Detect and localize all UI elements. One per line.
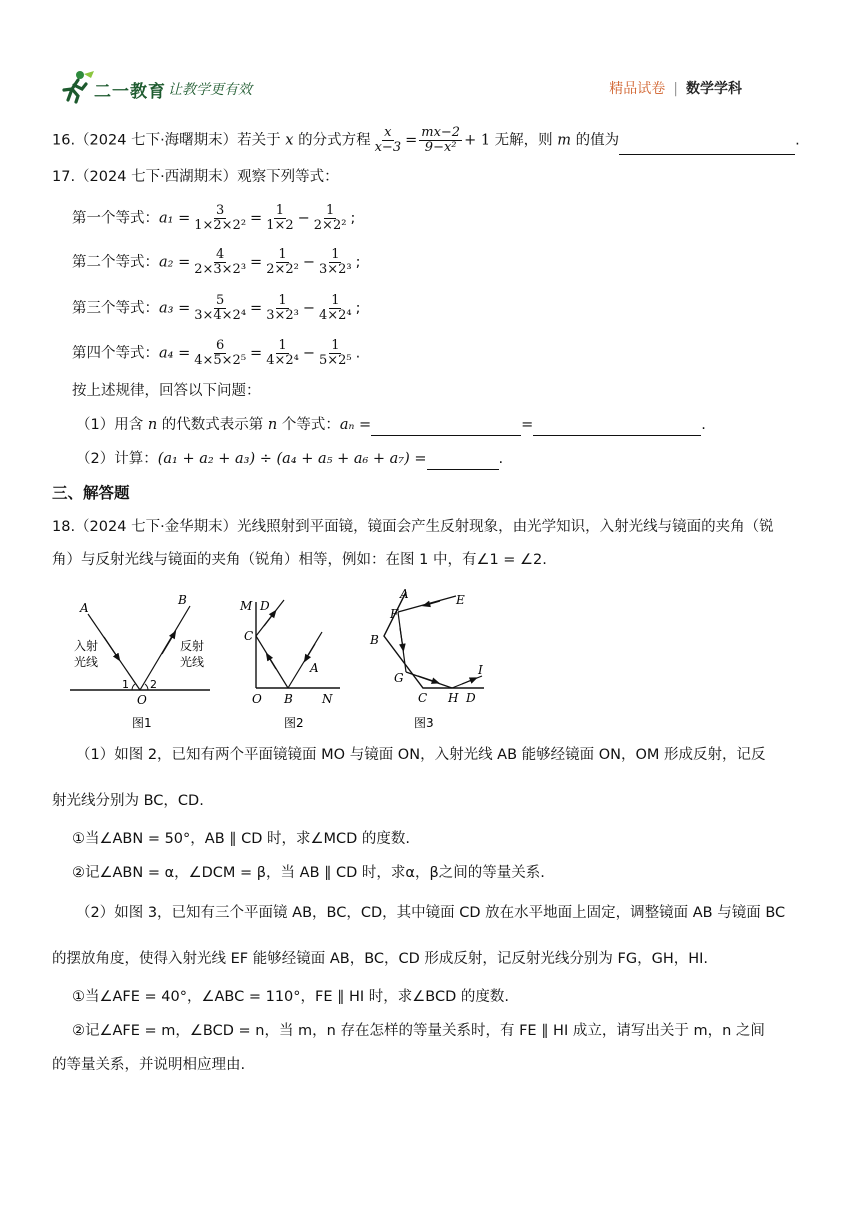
eq-sign: = [250, 254, 263, 271]
q17-eq-4 [72, 339, 808, 368]
q17-p1-blank-2[interactable] [533, 419, 701, 436]
eq-frac [317, 339, 354, 368]
label-A: A [310, 661, 319, 675]
q16-prefix: 16.（2024 七下·海曙期末）若关于 [52, 132, 281, 149]
label-A: A [80, 601, 89, 615]
label-G: G [394, 671, 404, 685]
eq-frac [192, 294, 248, 323]
q17-eq-1 [72, 204, 808, 233]
eq-end: ; [355, 300, 361, 317]
eq-den: 3×2³ [319, 262, 352, 277]
eq-lhs: a₁ = [159, 210, 191, 227]
q17-p2-expr: (a₁ + a₂ + a₃) ÷ (a₄ + a₅ + a₆ + a₇) = [157, 451, 427, 467]
eq-num: 1 [331, 247, 340, 262]
label-B: B [284, 692, 293, 706]
eq-den: 2×2² [266, 262, 299, 277]
figure-2 [239, 599, 340, 730]
q18-p1-line-1: （1）如图 2，已知有两个平面镜镜面 MO 与镜面 ON，入射光线 AB 能够经镜面 ON，OM 形成反射，记反 [76, 747, 766, 763]
eq-num: 4 [215, 247, 225, 262]
reflected-arrow [162, 634, 174, 654]
q17-p1-mid: 的代数式表示第 [161, 417, 264, 433]
q17-p2-text: （2）计算： [76, 451, 158, 467]
q16-end: 的值为 [575, 132, 620, 149]
eq-frac [192, 248, 248, 277]
q17-eq-3 [72, 294, 808, 323]
q16-var-x: x [285, 132, 294, 149]
brand-slogan: 让教学更有效 [168, 82, 252, 98]
q18-p1-a: ①当∠ABN = 50°，AB ∥ CD 时，求∠MCD 的度数. [72, 831, 411, 847]
eq-frac [264, 248, 301, 277]
eq-num: 1 [278, 293, 287, 308]
label-O: O [137, 693, 147, 707]
label-O: O [252, 692, 262, 706]
eq-den: 3×2³ [266, 308, 299, 323]
ray-AB [288, 632, 322, 688]
q17-title: 17.（2024 七下·西湖期末）观察下列等式： [52, 169, 339, 185]
label-A: A [400, 588, 409, 601]
section-3-title: 三、解答题 [52, 484, 130, 502]
eq-end: ; [355, 254, 361, 271]
eq-sign: = [250, 300, 263, 317]
arrow-HI [462, 679, 474, 684]
q18-p2-line-1: （2）如图 3，已知有三个平面镜 AB，BC，CD，其中镜面 CD 放在水平地面上固定，调整镜面 AB 与镜面 BC [76, 905, 786, 921]
eq-den: 2×3×2³ [194, 262, 247, 277]
q18-p2-line-2: 的摆放角度，使得入射光线 EF 能够经镜面 AB，BC，CD 形成反射，记反射光线分别为 FG，GH，HI. [52, 951, 709, 967]
angle-2-arc [145, 684, 148, 690]
eq-frac [264, 294, 301, 323]
q17-p1-n: n [147, 417, 158, 433]
question-16 [52, 126, 808, 155]
q17-rule: 按上述规律，回答以下问题： [72, 383, 261, 399]
label-C: C [244, 629, 254, 643]
eq-den: 4×5×2⁵ [194, 353, 247, 368]
eq-num: 1 [331, 338, 340, 353]
eq-sign: = [250, 210, 263, 227]
eq-lhs: a₄ = [159, 345, 191, 362]
eq-frac [192, 204, 248, 233]
eq-label: 第二个等式： [72, 254, 159, 271]
eq-frac [317, 248, 354, 277]
eq-den: 5×2⁵ [319, 353, 352, 368]
label-incident-2: 光线 [74, 655, 99, 669]
q17-p2-end: . [498, 451, 504, 467]
eq-num: 5 [215, 293, 225, 308]
q16-frac2-num: mx−2 [421, 125, 461, 140]
eq-frac [312, 204, 349, 233]
label-I: I [478, 663, 483, 677]
label-E: E [456, 593, 465, 607]
label-angle-2: 2 [150, 678, 157, 691]
q16-fraction-1 [373, 126, 404, 155]
q17-p1-mid2: 个等式： [281, 417, 340, 433]
q17-p1-end: . [701, 417, 706, 433]
label-D: D [260, 599, 270, 613]
eq-end: . [355, 345, 361, 362]
eq-minus: − [302, 345, 315, 362]
arrow-BC [268, 656, 276, 669]
eq-den: 1×2 [266, 218, 294, 233]
q17-p2-blank[interactable] [427, 453, 499, 470]
eq-frac [317, 294, 354, 323]
header-logo [56, 70, 266, 104]
label-C: C [418, 691, 428, 705]
q18-p2-b-2: 的等量关系，并说明相应理由. [52, 1057, 246, 1073]
label-B: B [370, 633, 379, 647]
q18-p1-b: ②记∠ABN = α，∠DCM = β，当 AB ∥ CD 时，求α，β之间的等量关系. [72, 865, 545, 881]
q16-answer-blank[interactable] [619, 138, 795, 155]
eq-minus: − [297, 210, 310, 227]
q17-p1-n2: n [267, 417, 278, 433]
label-N: N [322, 692, 333, 706]
eq-num: 1 [275, 203, 285, 218]
eq-frac [264, 339, 301, 368]
q16-tail: + 1 无解，则 [464, 132, 553, 149]
eq-den: 1×2×2² [194, 218, 247, 233]
fig3-caption: 图3 [414, 716, 434, 730]
label-B: B [178, 593, 187, 607]
quality-label: 精品试卷 [609, 81, 666, 97]
q17-part-1 [76, 414, 808, 436]
figure-3 [369, 588, 484, 730]
eq-num: 1 [278, 338, 287, 353]
label-F: F [390, 607, 399, 621]
q16-var-m: m [557, 132, 572, 149]
header-divider: | [673, 81, 678, 97]
label-incident-1: 入射 [74, 639, 99, 653]
eq-den: 3×4×2⁴ [194, 308, 247, 323]
q17-part-2 [76, 448, 808, 470]
eq-num: 1 [278, 247, 287, 262]
q16-frac1-num: x [384, 125, 392, 140]
eq-minus: − [302, 254, 315, 271]
eq-den: 4×2⁴ [266, 353, 299, 368]
q18-intro-2: 角）与反射光线与镜面的夹角（锐角）相等，例如：在图 1 中，有∠1 = ∠2. [52, 552, 547, 568]
q17-p1-text: （1）用含 [76, 417, 144, 433]
arrow-FG [400, 628, 403, 648]
eq-num: 1 [325, 203, 335, 218]
q16-fraction-2 [419, 126, 462, 155]
label-M: M [240, 599, 253, 613]
eq-minus: − [302, 300, 315, 317]
q16-mid: 的分式方程 [298, 132, 371, 149]
header-right [609, 78, 742, 98]
figure-1 [70, 593, 210, 730]
q18-p2-a: ①当∠AFE = 40°，∠ABC = 110°，FE ∥ HI 时，求∠BCD 的度数. [72, 989, 509, 1005]
eq-label: 第三个等式： [72, 300, 159, 317]
label-angle-1: 1 [122, 678, 129, 691]
incident-arrow [104, 637, 118, 658]
eq-num: 3 [215, 203, 225, 218]
eq-den: 2×2² [313, 218, 347, 233]
angle-1-arc [132, 684, 135, 690]
label-H: H [448, 691, 459, 705]
q16-frac2-den: 9−x² [424, 140, 457, 155]
eq-sign: = [250, 345, 263, 362]
q16-eq: = [405, 132, 418, 149]
arrow-AB [306, 644, 315, 659]
figures [60, 588, 500, 738]
label-reflected-2: 光线 [180, 655, 205, 669]
q17-p1-eq: = [521, 417, 534, 433]
q18-p1-line-2: 射光线分别为 BC，CD. [52, 793, 204, 809]
eq-num: 6 [215, 338, 225, 353]
q17-p1-an: aₙ = [339, 417, 372, 433]
eq-den: 4×2⁴ [319, 308, 352, 323]
eq-label: 第四个等式： [72, 345, 159, 362]
eq-frac [264, 204, 295, 233]
arrow-EF [426, 601, 440, 605]
eq-num: 1 [331, 293, 340, 308]
q17-eq-2 [72, 248, 808, 277]
eq-lhs: a₂ = [159, 254, 191, 271]
q16-frac1-den: x−3 [374, 140, 402, 155]
q18-intro-1: 18.（2024 七下·金华期末）光线照射到平面镜，镜面会产生反射现象，由光学知识，入射光线与镜面的夹角（锐 [52, 519, 774, 535]
runner-logo-icon [56, 70, 96, 104]
arrow-GH [418, 676, 436, 682]
brand-name: 二一教育 [94, 82, 166, 102]
label-reflected-1: 反射 [180, 639, 205, 653]
eq-lhs: a₃ = [159, 300, 191, 317]
q18-p2-b-1: ②记∠AFE = m，∠BCD = n，当 m，n 存在怎样的等量关系时，有 FE ∥ HI 成立，请写出关于 m，n 之间 [72, 1023, 765, 1039]
arrow-CD [264, 613, 274, 626]
q16-period: . [795, 132, 800, 149]
eq-label: 第一个等式： [72, 210, 159, 227]
label-D: D [466, 691, 476, 705]
eq-end: ; [350, 210, 356, 227]
fig2-caption: 图2 [284, 716, 304, 730]
eq-frac [192, 339, 248, 368]
q17-p1-blank-1[interactable] [371, 419, 521, 436]
fig1-caption: 图1 [132, 716, 152, 730]
subject-label: 数学学科 [686, 81, 742, 97]
